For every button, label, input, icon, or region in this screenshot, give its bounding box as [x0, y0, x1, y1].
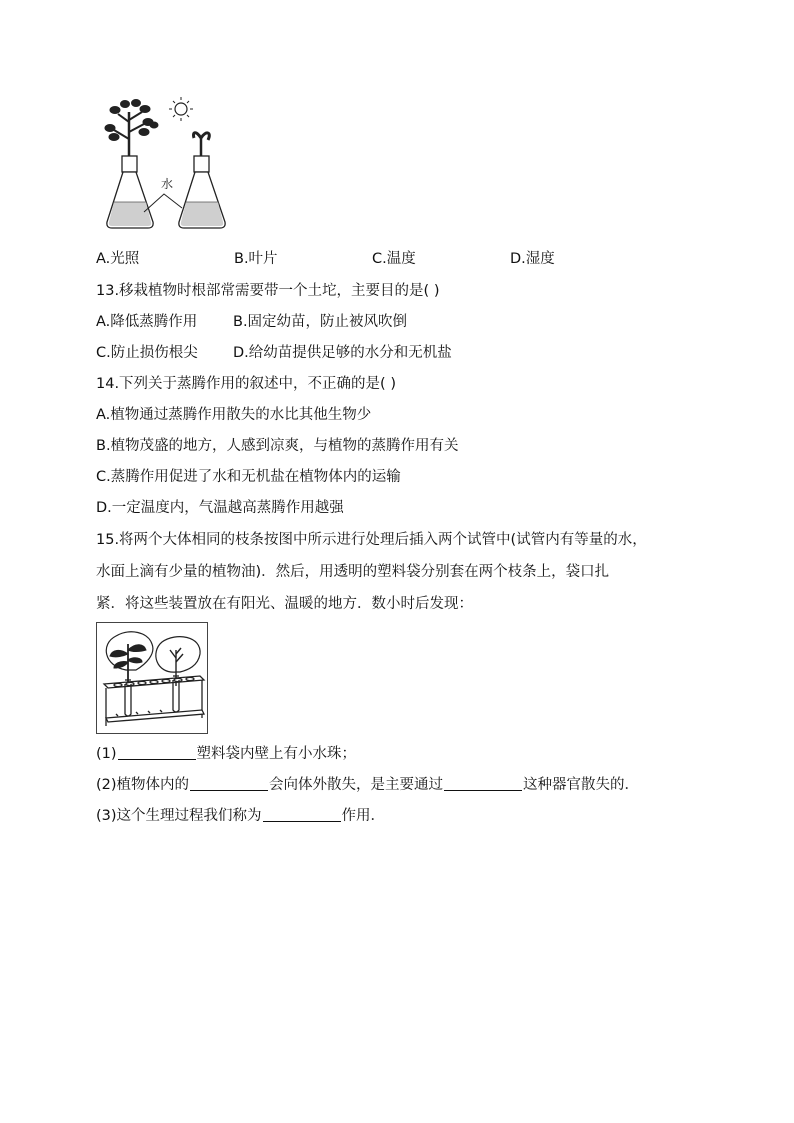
q12-option-b: B.叶片: [234, 251, 278, 267]
answer-blank[interactable]: [444, 775, 522, 791]
q12-option-d: D.湿度: [510, 251, 555, 267]
sun-icon: [169, 97, 193, 121]
q14-option-a: A.植物通过蒸腾作用散失的水比其他生物少: [96, 407, 372, 423]
answer-blank[interactable]: [263, 806, 341, 822]
answer-blank[interactable]: [118, 744, 196, 760]
test-tube-rack-figure: [96, 622, 208, 734]
q15-stem-line-1: 15.将两个大体相同的枝条按图中所示进行处理后插入两个试管中(试管内有等量的水，: [96, 532, 647, 548]
q15-sub-2: [96, 775, 639, 795]
q15-sub-3: [96, 806, 385, 826]
q15-stem-line-2: 水面上滴有少量的植物油)．然后，用透明的塑料袋分别套在两个枝条上，袋口扎: [96, 564, 610, 580]
q15-sub2-after: 这种器官散失的．: [523, 777, 640, 793]
q15-sub-1: [96, 744, 356, 764]
leafless-plant-drawing: [193, 133, 209, 156]
q12-option-a: A.光照: [96, 251, 140, 267]
q14-stem: 14.下列关于蒸腾作用的叙述中，不正确的是( ): [96, 376, 396, 392]
q12-option-c: C.温度: [372, 251, 416, 267]
answer-blank[interactable]: [190, 775, 268, 791]
right-flask: [179, 156, 225, 228]
left-flask: [107, 156, 153, 228]
q15-stem-line-3: 紧．将这些装置放在有阳光、温暖的地方．数小时后发现：: [96, 596, 473, 612]
q14-option-d: D.一定温度内，气温越高蒸腾作用越强: [96, 500, 344, 516]
water-label: 水: [161, 177, 174, 191]
q15-sub2-prefix: (2)植物体内的: [96, 777, 190, 793]
q13-option-b: B.固定幼苗，防止被风吹倒: [233, 314, 408, 330]
q15-sub1-after: 塑料袋内壁上有小水珠；: [196, 746, 357, 762]
q13-stem: 13.移栽植物时根部常需要带一个土坨，主要目的是( ): [96, 283, 440, 299]
q13-option-d: D.给幼苗提供足够的水分和无机盐: [233, 345, 452, 361]
q15-sub2-middle: 会向体外散失，是主要通过: [269, 777, 444, 793]
q15-sub3-prefix: (3)这个生理过程我们称为: [96, 808, 262, 824]
water-label-leader: [144, 194, 182, 212]
q15-sub1-prefix: (1): [96, 746, 117, 762]
flask-experiment-figure: [98, 94, 238, 234]
q14-option-c: C.蒸腾作用促进了水和无机盐在植物体内的运输: [96, 469, 401, 485]
q13-option-c: C.防止损伤根尖: [96, 345, 198, 361]
leafy-plant-drawing: [105, 100, 158, 157]
q15-sub3-after: 作用．: [341, 808, 386, 824]
q14-option-b: B.植物茂盛的地方，人感到凉爽，与植物的蒸腾作用有关: [96, 438, 459, 454]
q13-option-a: A.降低蒸腾作用: [96, 314, 198, 330]
